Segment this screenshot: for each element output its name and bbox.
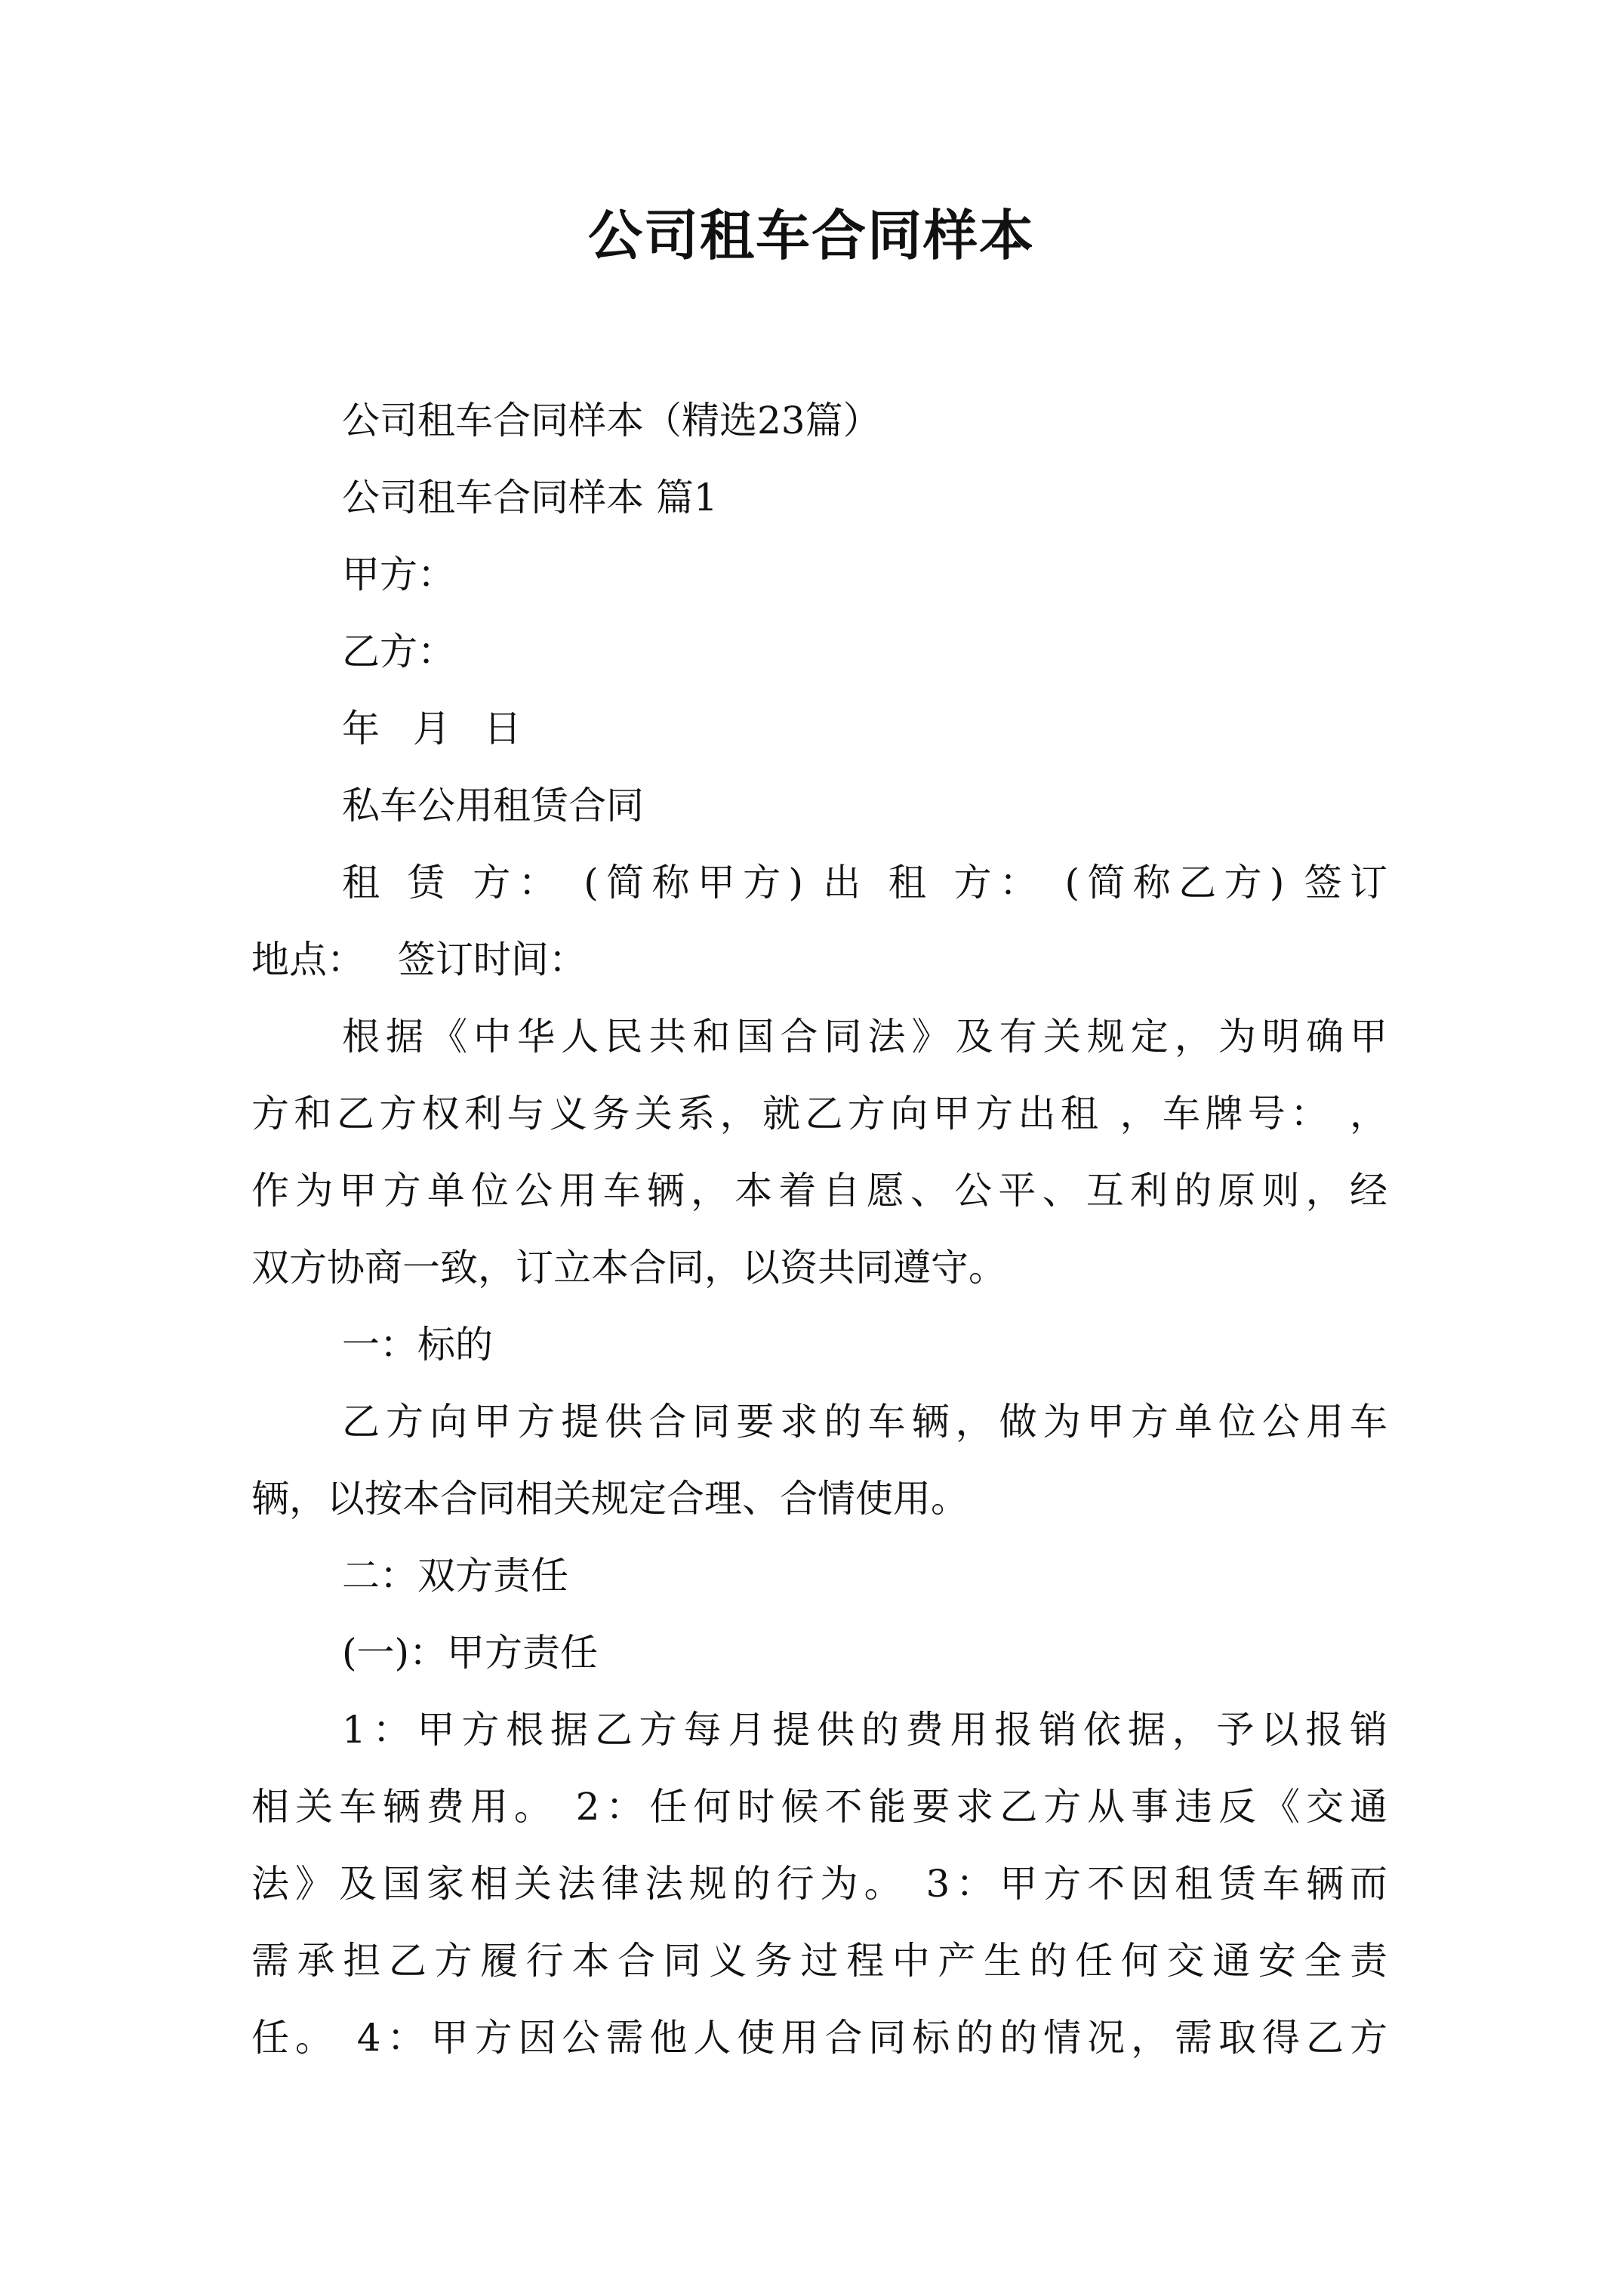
subtitle: 公司租车合同样本（精选23篇） [342,399,881,442]
section-1-line-2: 辆，以按本合同相关规定合理、合情使用。 [251,1477,969,1521]
document-body [251,382,1387,2076]
party-b-label: 乙方： [342,630,455,673]
section-2-line-3: 法》及国家相关法律法规的行为。 3：甲方不因租赁车辆而 [251,1862,1387,1906]
lessee-line-2: 地点： 签订时间： [251,938,587,982]
section-heading: 公司租车合同样本 篇1 [342,476,718,519]
intro-line-4: 双方协商一致，订立本合同，以资共同遵守。 [251,1246,1006,1290]
contract-name: 私车公用租赁合同 [342,784,644,827]
section-2-heading: 二：双方责任 [342,1554,568,1598]
date-line: 年 月 日 [342,707,522,750]
lessee-line-1: 租 赁 方： (简称甲方) 出 租 方： (简称乙方) 签订 [342,861,1387,905]
section-2-line-2: 相关车辆费用。 2：任何时候不能要求乙方从事违反《交通 [251,1785,1387,1829]
section-2-line-1: 1：甲方根据乙方每月提供的费用报销依据，予以报销 [342,1708,1387,1752]
section-2-line-5: 任。 4：甲方因公需他人使用合同标的的情况，需取得乙方 [251,2016,1387,2060]
party-a-label: 甲方： [342,553,455,596]
section-2-sub-heading: (一)：甲方责任 [342,1631,599,1675]
intro-line-3: 作为甲方单位公用车辆，本着自愿、公平、互利的原则，经 [251,1169,1387,1213]
section-2-line-4: 需承担乙方履行本合同义务过程中产生的任何交通安全责 [251,1939,1387,1983]
section-1-line-1: 乙方向甲方提供合同要求的车辆，做为甲方单位公用车 [342,1400,1387,1444]
intro-line-1: 根据《中华人民共和国合同法》及有关规定，为明确甲 [342,1015,1387,1059]
section-1-heading: 一：标的 [342,1323,493,1367]
page-title: 公司租车合同样本 [587,203,1035,267]
intro-line-2: 方和乙方权利与义务关系，就乙方向甲方出租 ，车牌号： ， [251,1092,1387,1136]
